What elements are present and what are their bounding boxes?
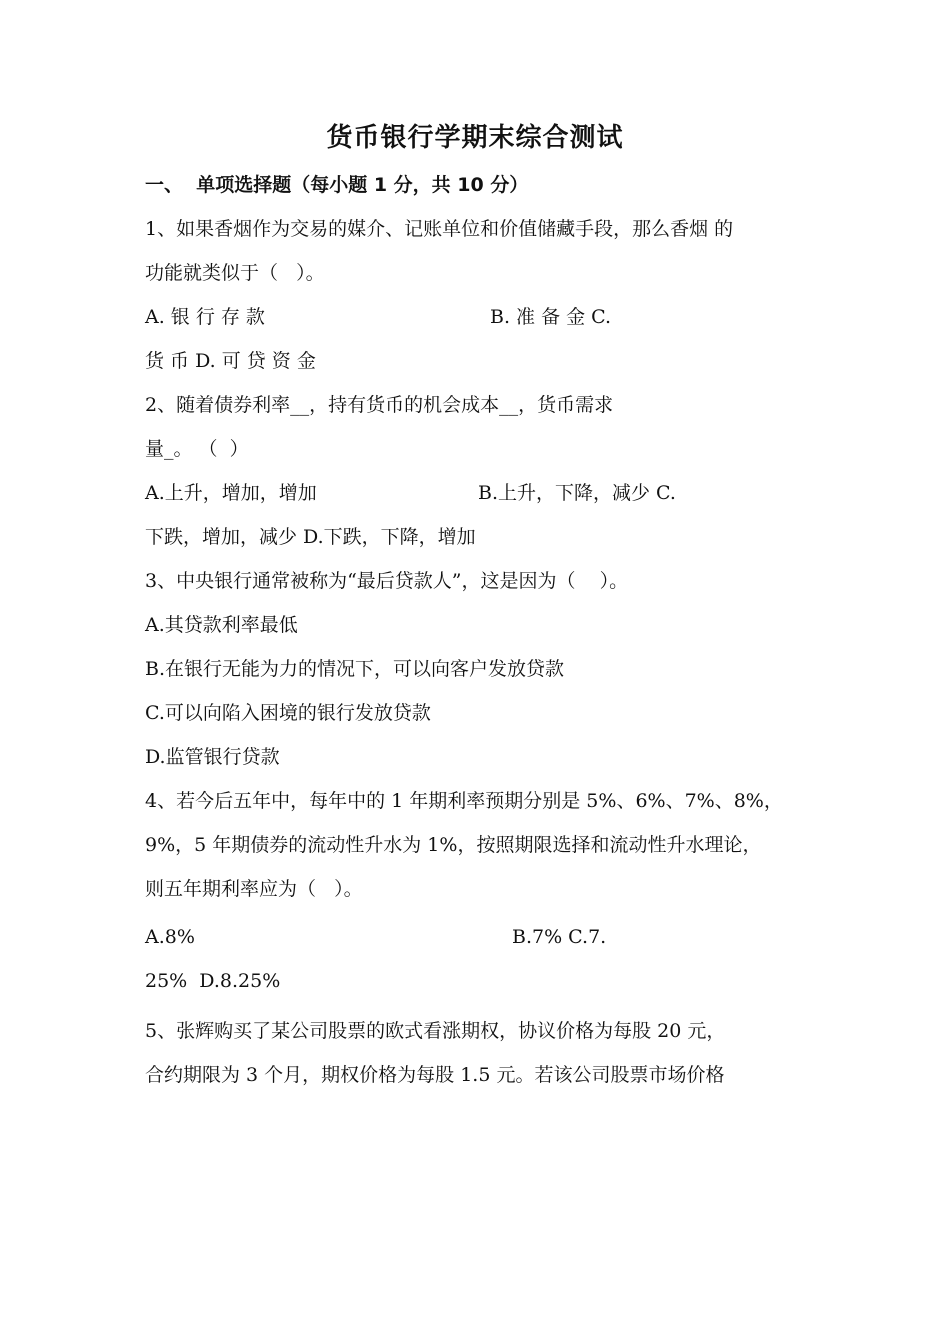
q5-stem-line-2: 合约期限为 3 个月，期权价格为每股 1.5 元。若该公司股票市场价格 xyxy=(145,1064,725,1086)
q2-option-line-1-a: A.上升，增加，增加 xyxy=(145,482,317,504)
q1-stem-line-2: 功能就类似于（ ）。 xyxy=(145,262,325,284)
q2-option-line-2: 下跌，增加，减少 D.下跌，下降，增加 xyxy=(145,526,476,548)
q1-option-line-1-b: B. 准 备 金 C. xyxy=(490,306,612,328)
q3-stem-line-1: 3、中央银行通常被称为“最后贷款人”，这是因为（ ）。 xyxy=(145,570,629,592)
q2-option-line-1-b: B.上升，下降，减少 C. xyxy=(478,482,676,504)
q4-option-line-2: 25% D.8.25% xyxy=(145,970,281,992)
page-title: 货币银行学期末综合测试 xyxy=(326,123,624,153)
q1-stem-line-1: 1、如果香烟作为交易的媒介、记账单位和价值储藏手段，那么香烟 的 xyxy=(145,218,734,240)
q3-option-d: D.监管银行贷款 xyxy=(145,746,280,768)
q3-option-a: A.其贷款利率最低 xyxy=(145,614,298,636)
q1-option-line-2: 货 币 D. 可 贷 资 金 xyxy=(145,350,316,372)
q1-option-line-1-a: A. 银 行 存 款 xyxy=(145,306,265,328)
q5-stem-line-1: 5、张辉购买了某公司股票的欧式看涨期权，协议价格为每股 20 元， xyxy=(145,1020,726,1042)
q4-option-line-1-b: B.7% C.7. xyxy=(512,926,607,948)
q2-stem-line-2: 量_。 （ ） xyxy=(145,438,249,460)
q3-option-c: C.可以向陷入困境的银行发放贷款 xyxy=(145,702,431,724)
q2-stem-line-1: 2、随着债券利率__，持有货币的机会成本__，货币需求 xyxy=(145,394,614,416)
q4-stem-line-2: 9%，5 年期债券的流动性升水为 1%，按照期限选择和流动性升水理论， xyxy=(145,834,762,856)
section-heading: 一、 单项选择题（每小题 1 分，共 10 分） xyxy=(145,174,529,196)
q4-stem-line-3: 则五年期利率应为（ ）。 xyxy=(145,878,363,900)
q4-option-line-1-a: A.8% xyxy=(145,926,195,948)
q3-option-b: B.在银行无能为力的情况下，可以向客户发放贷款 xyxy=(145,658,565,680)
q4-stem-line-1: 4、若今后五年中，每年中的 1 年期利率预期分别是 5%、6%、7%、8%， xyxy=(145,790,783,812)
